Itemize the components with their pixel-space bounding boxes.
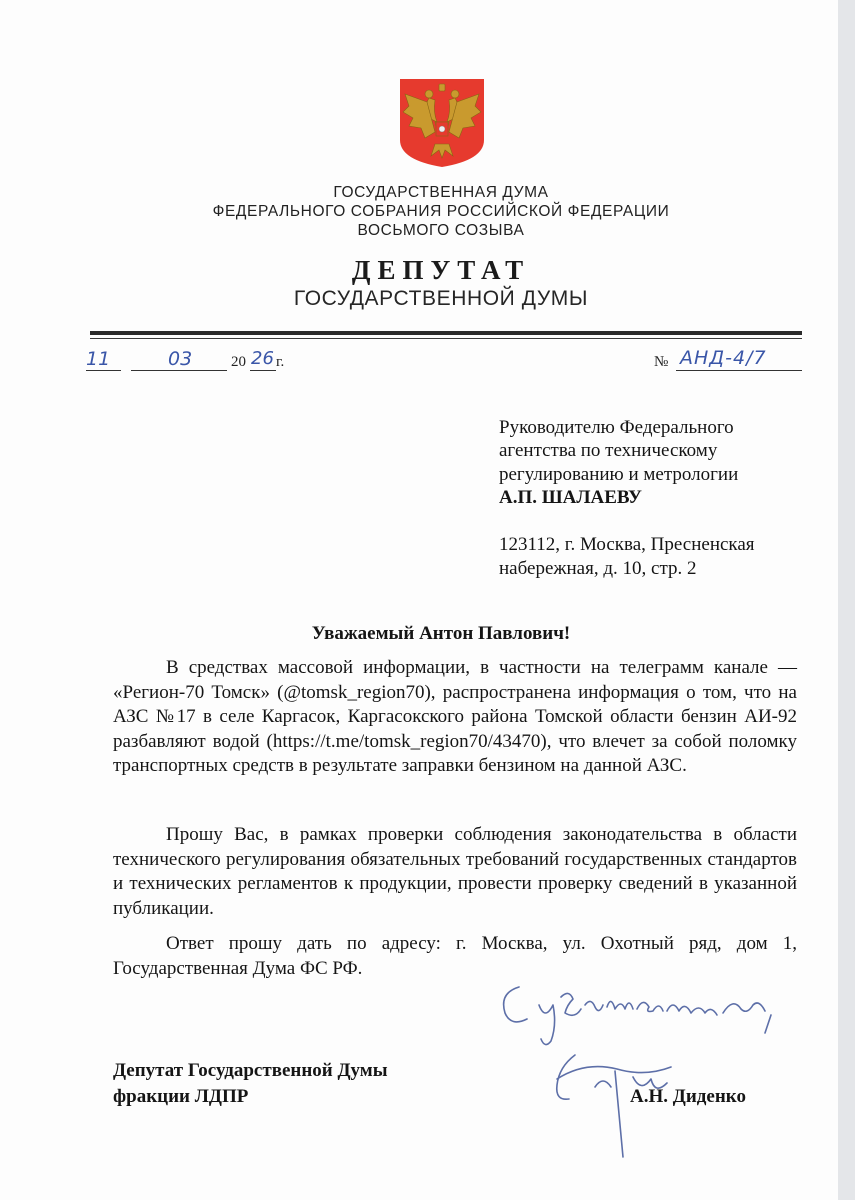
- signatory-role: [113, 1058, 388, 1110]
- org-line-3: ВОСЬМОГО СОЗЫВА: [357, 222, 525, 239]
- body-paragraph-2-text: Прошу Вас, в рамках проверки соблюдения законодательства в области технического регулирования обязательных требований государственных стандартов и технических регламентов к продукции, провести проверку сведений в указанной публикации.: [113, 824, 797, 919]
- greeting: Уважаемый Антон Павлович!: [311, 623, 571, 644]
- recipient-name: А.П. ШАЛАЕВУ: [499, 486, 642, 508]
- date-year-prefix: 20: [231, 354, 246, 370]
- signatory-role-line-2: фракции ЛДПР: [113, 1086, 249, 1107]
- date-day-underline: [86, 370, 121, 371]
- body-paragraph-3: [113, 932, 797, 981]
- date-month: 03: [168, 348, 193, 370]
- number-underline: [676, 370, 802, 371]
- date-month-underline: [131, 370, 227, 371]
- body-paragraph-1: [113, 656, 797, 779]
- date-day: 11: [86, 348, 111, 370]
- header-divider-thick: [90, 331, 802, 335]
- org-line-2: ФЕДЕРАЛЬНОГО СОБРАНИЯ РОССИЙСКОЙ ФЕДЕРАЦИИ: [212, 203, 670, 220]
- handwritten-signature: [495, 975, 795, 1165]
- body-paragraph-3-text: Ответ прошу дать по адресу: г. Москва, ул. Охотный ряд, дом 1, Государственная Дума ФС РФ.: [113, 933, 797, 979]
- date-year-suffix: 26: [251, 348, 274, 369]
- org-line-1: ГОСУДАРСТВЕННАЯ ДУМА: [333, 184, 549, 201]
- letterhead-title: ДЕПУТАТ: [351, 255, 531, 285]
- recipient-address: [499, 533, 755, 581]
- number-sign: №: [654, 354, 669, 370]
- coat-of-arms-icon: [399, 78, 485, 168]
- letterhead-subtitle: ГОСУДАРСТВЕННОЙ ДУМЫ: [293, 287, 589, 310]
- body-paragraph-1-text: В средствах массовой информации, в частности на телеграмм канале — «Регион-70 Томск» (@tomsk_region70), распространена информация о том, что на АЗС №17 в селе Каргасок, Каргасокского района Томской области бензин АИ-92 разбавляют водой (https://t.me/tomsk_region70/43470), что влечет за собой поломку транспортных средств в результате заправки бензином на данной АЗС.: [113, 657, 797, 777]
- date-year-underline: [250, 370, 276, 371]
- recipient-line-2: агентства по техническому: [499, 440, 718, 462]
- recipient-line-3: регулированию и метрологии: [499, 463, 739, 485]
- recipient-block: [499, 416, 738, 509]
- recipient-line-1: Руководителю Федерального: [499, 417, 734, 438]
- signatory-name: А.Н. Диденко: [630, 1086, 746, 1107]
- page-edge-background: [838, 0, 855, 1200]
- outgoing-number: АНД-4/7: [680, 347, 767, 369]
- address-line-1: 123112, г. Москва, Пресненская: [499, 534, 755, 555]
- header-divider-thin: [90, 338, 802, 339]
- signatory-role-line-1: Депутат Государственной Думы: [113, 1060, 388, 1081]
- date-suffix: г.: [276, 354, 285, 370]
- address-line-2: набережная, д. 10, стр. 2: [499, 558, 697, 579]
- body-paragraph-2: [113, 823, 797, 921]
